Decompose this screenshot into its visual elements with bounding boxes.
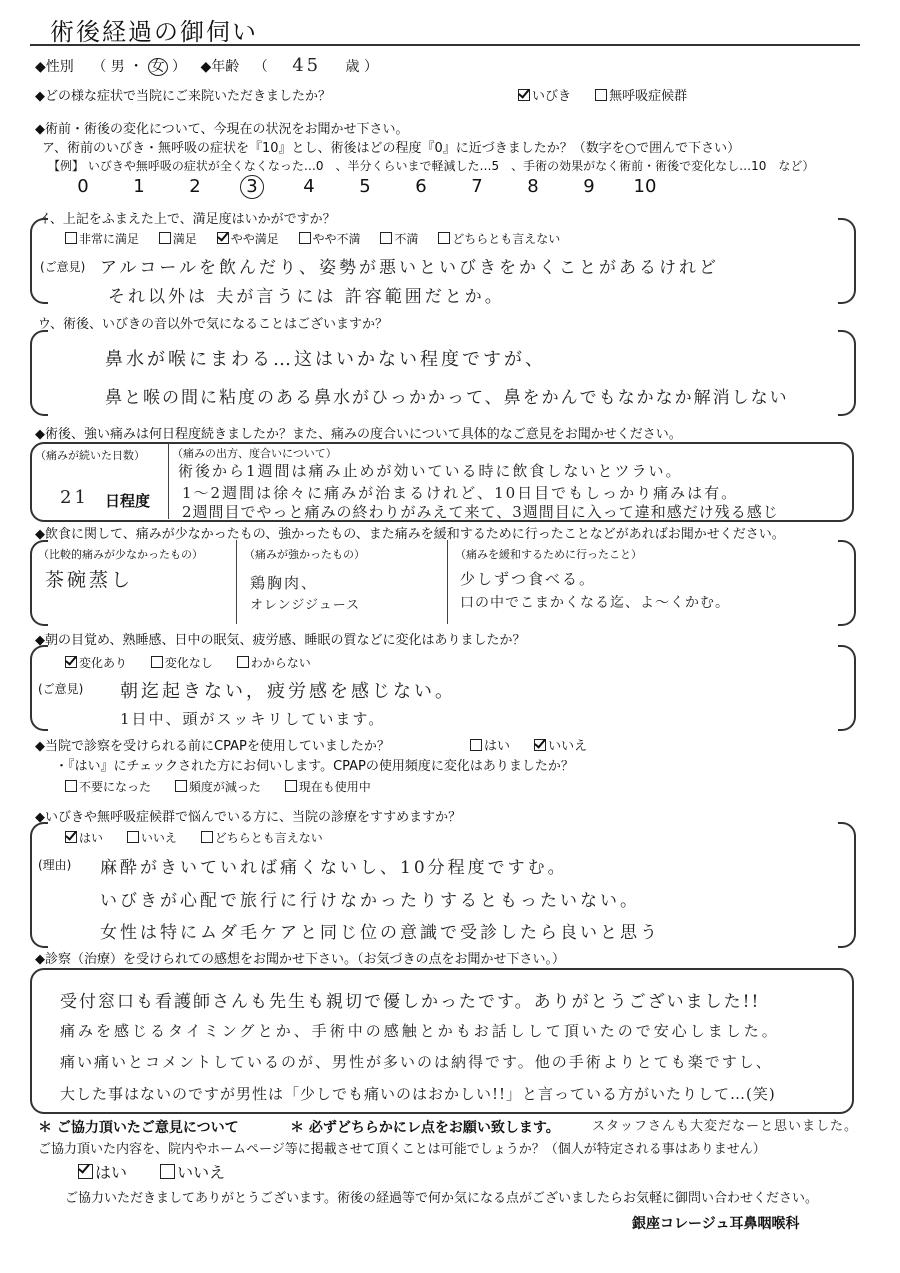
sleep-opt-1-checkbox[interactable] bbox=[65, 656, 77, 668]
age-label: ◆年齢 bbox=[200, 59, 240, 75]
pain-comment-3: 2週間目でやっと痛みの終わりがみえて来て、3週間目に入って違和感だけ残る感じ bbox=[182, 503, 779, 521]
change-title: ◆術前・術後の変化について、今現在の状況をお聞かせ下さい。 bbox=[35, 122, 409, 137]
satisfaction-options bbox=[65, 230, 560, 247]
clinic-name: 銀座コレージュ耳鼻咽喉科 bbox=[632, 1216, 800, 1232]
recommend-comment-2: いびきが心配で旅行に行けなかったりするともったいない。 bbox=[100, 891, 640, 911]
other-bracket-right bbox=[838, 330, 856, 416]
satisfaction-question: イ、上記をふまえた上で、満足度はいかがですか？ bbox=[38, 212, 336, 227]
other-comment-1: 鼻水が喉にまわる…这はいかない程度ですが、 bbox=[105, 349, 546, 370]
food-col2-value-2: オレンジジュース bbox=[250, 598, 361, 613]
sat-opt-4-label: やや不満 bbox=[312, 232, 361, 246]
other-question: ウ、術後、いびきの音以外で気になることはございますか？ bbox=[38, 317, 388, 332]
recommend-bracket-left bbox=[30, 822, 48, 948]
pain-comment-1: 術後から1週間は痛み止めが効いている時に飲食しないとツラい。 bbox=[178, 462, 683, 480]
sleep-opt-2-label: 変化なし bbox=[164, 656, 213, 670]
sat-opt-5-label: 不満 bbox=[394, 232, 419, 246]
pain-divider bbox=[168, 443, 169, 519]
snoring-checkbox[interactable] bbox=[518, 89, 530, 101]
sat-opt-2-label: 満足 bbox=[172, 232, 197, 246]
impression-comment-4: 大した事はないのですが男性は「少しでも痛いのはおかしい!!」と言っている方がいたりして…(笑) bbox=[60, 1085, 776, 1103]
recommend-options bbox=[65, 829, 323, 846]
sleep-opt-2-checkbox[interactable] bbox=[151, 656, 163, 668]
gender-open: （ bbox=[92, 59, 107, 75]
age-value[interactable]: 45 bbox=[292, 55, 322, 76]
cpap-no-checkbox[interactable] bbox=[534, 739, 546, 751]
food-col2-label: （痛みが強かったもの） bbox=[244, 548, 365, 561]
cpap-sub-2-checkbox[interactable] bbox=[175, 780, 187, 792]
other-bracket-left bbox=[30, 330, 48, 416]
recommend-neutral-checkbox[interactable] bbox=[201, 831, 213, 843]
sat-opt-1-label: 非常に満足 bbox=[79, 232, 140, 246]
impression-question: ◆診察（治療）を受けられての感想をお聞かせ下さい。（お気づきの点をお聞かせ下さい。） bbox=[35, 952, 565, 967]
pain-days-value[interactable]: 21 bbox=[60, 487, 89, 508]
improvement-scale bbox=[55, 175, 673, 199]
gender-dot: ・ bbox=[129, 59, 144, 75]
consent-no-checkbox[interactable] bbox=[160, 1164, 175, 1179]
scale-10[interactable]: 10 bbox=[633, 176, 657, 197]
food-col1-label: （比較的痛みが少なかったもの） bbox=[38, 548, 203, 561]
sat-opt-3-checkbox[interactable] bbox=[217, 232, 229, 244]
change-example: 【例】 いびきや無呼吸の症状が全くなくなった…0 、半分くらいまで軽減した…5 、手術の効果がなく術前・術後で変化なし…10 など） bbox=[48, 159, 815, 173]
thanks-message: ご協力いただきましてありがとうございます。術後の経過等で何か気になる点がございましたらお気軽に御問い合わせください。 bbox=[65, 1191, 818, 1206]
gender-row bbox=[35, 55, 378, 76]
food-divider-1 bbox=[236, 540, 237, 624]
sat-opt-3-label: やや満足 bbox=[230, 232, 279, 246]
cpap-sub-options bbox=[65, 778, 371, 795]
food-col3-label: （痛みを緩和するために行ったこと） bbox=[455, 548, 642, 561]
scale-7[interactable]: 7 bbox=[471, 176, 483, 197]
other-comment-2: 鼻と喉の間に粘度のある鼻水がひっかかって、鼻をかんでもなかなか解消しない bbox=[105, 388, 789, 408]
recommend-no-label: いいえ bbox=[140, 831, 177, 845]
impression-comment-2: 痛みを感じるタイミングとか、手術中の感触とかもお話しして頂いたので安心しました。 bbox=[60, 1022, 780, 1040]
satisfaction-bracket-right bbox=[838, 218, 856, 304]
age-close: ） bbox=[364, 59, 378, 75]
satisfaction-comment-1: アルコールを飲んだり、姿勢が悪いといびきをかくことがあるけれど bbox=[100, 258, 719, 278]
pain-question: ◆術後、強い痛みは何日程度続きましたか？また、痛みの度合いについて具体的なご意見をお聞かせください。 bbox=[35, 427, 682, 442]
sat-opt-2-checkbox[interactable] bbox=[159, 232, 171, 244]
change-question-a: ア、術前のいびき・無呼吸の症状を『10』とし、術後はどの程度『0』に近づきましたか？（数字を○で囲んで下さい） bbox=[42, 141, 741, 156]
cpap-yes-checkbox[interactable] bbox=[470, 739, 482, 751]
cpap-yes-label: はい bbox=[484, 739, 511, 754]
gender-label: ◆性別 bbox=[35, 59, 74, 75]
consent-options bbox=[78, 1160, 225, 1183]
age-open: （ bbox=[253, 59, 268, 75]
footer-note-1: ＊ ご協力頂いたご意見について bbox=[38, 1120, 239, 1136]
pain-days-label: （痛みが続いた日数） bbox=[35, 449, 145, 462]
consent-yes-checkbox[interactable] bbox=[78, 1164, 93, 1179]
staff-comment: スタッフさんも大変だなーと思いました。 bbox=[592, 1119, 859, 1134]
scale-8[interactable]: 8 bbox=[527, 176, 539, 197]
scale-9[interactable]: 9 bbox=[583, 176, 595, 197]
impression-comment-3: 痛い痛いとコメントしているのが、男性が多いのは納得です。他の手術よりとても楽ですし、 bbox=[60, 1053, 773, 1071]
food-divider-2 bbox=[447, 540, 448, 624]
food-bracket-right bbox=[838, 540, 856, 626]
cpap-no-label: いいえ bbox=[548, 739, 588, 754]
scale-4[interactable]: 4 bbox=[303, 176, 315, 197]
sat-opt-5-checkbox[interactable] bbox=[380, 232, 392, 244]
consent-yes-label: はい bbox=[95, 1163, 128, 1182]
sat-opt-4-checkbox[interactable] bbox=[299, 232, 311, 244]
sleep-opt-3-checkbox[interactable] bbox=[237, 656, 249, 668]
consent-no-label: いいえ bbox=[177, 1163, 226, 1182]
symptom-question: ◆どの様な症状で当院にご来院いただきましたか？ bbox=[35, 89, 331, 104]
sleep-opt-3-label: わからない bbox=[250, 656, 311, 670]
sleep-comment-1: 朝迄起きない，疲労感を感じない。 bbox=[120, 681, 456, 702]
recommend-neutral-label: どちらとも言えない bbox=[214, 831, 323, 845]
food-col3-value-1: 少しずつ食べる。 bbox=[460, 570, 597, 588]
recommend-question: ◆いびきや無呼吸症候群で悩んでいる方に、当院の診療をすすめますか？ bbox=[35, 810, 462, 825]
recommend-yes-checkbox[interactable] bbox=[65, 831, 77, 843]
sleep-options bbox=[65, 654, 311, 671]
cpap-options bbox=[470, 735, 587, 754]
recommend-comment-1: 麻酔がきいていれば痛くないし、10分程度ですむ。 bbox=[100, 858, 568, 878]
impression-comment-1: 受付窓口も看護師さんも先生も親切で優しかったです。ありがとうございました!! bbox=[60, 992, 761, 1012]
gender-close: ） bbox=[172, 59, 187, 75]
title-underline bbox=[30, 44, 860, 46]
scale-0[interactable]: 0 bbox=[77, 176, 89, 197]
food-col1-value: 茶碗蒸し bbox=[45, 569, 134, 591]
pain-degree-label: （痛みの出方、度合いについて） bbox=[172, 447, 337, 460]
apnea-label: 無呼吸症候群 bbox=[609, 89, 688, 104]
sleep-opt-1-label: 変化あり bbox=[79, 656, 128, 670]
recommend-yes-label: はい bbox=[79, 831, 104, 845]
sleep-bracket-right bbox=[838, 645, 856, 731]
page-title: 術後経過の御伺い bbox=[50, 18, 258, 46]
gender-male[interactable]: 男 bbox=[110, 59, 125, 75]
recommend-no-checkbox[interactable] bbox=[127, 831, 139, 843]
scale-6[interactable]: 6 bbox=[415, 176, 427, 197]
sleep-comment-2: 1日中、頭がスッキリしています。 bbox=[120, 710, 386, 728]
recommend-comment-3: 女性は特にムダ毛ケアと同じ位の意識で受診したら良いと思う bbox=[100, 923, 660, 943]
consent-question: ご協力頂いた内容を、院内やホームページ等に掲載させて頂くことは可能でしょうか？（個人が特定される事はありません） bbox=[38, 1142, 766, 1157]
scale-5[interactable]: 5 bbox=[359, 176, 371, 197]
footer-note-2: ＊ 必ずどちらかにレ点をお願い致します。 bbox=[290, 1120, 560, 1136]
scale-2[interactable]: 2 bbox=[189, 176, 201, 197]
cpap-sub-2-label: 頻度が減った bbox=[188, 780, 261, 794]
cpap-sub-3-checkbox[interactable] bbox=[285, 780, 297, 792]
food-question: ◆飲食に関して、痛みが少なかったもの、強かったもの、また痛みを緩和するために行ったことなどがあればお聞かせください。 bbox=[35, 527, 785, 542]
pain-days-unit: 日程度 bbox=[105, 492, 151, 510]
sat-opt-6-checkbox[interactable] bbox=[438, 232, 450, 244]
apnea-checkbox[interactable] bbox=[595, 89, 607, 101]
snoring-label: いびき bbox=[532, 89, 572, 104]
sat-opt-6-label: どちらとも言えない bbox=[452, 232, 561, 246]
cpap-sub-1-label: 不要になった bbox=[79, 780, 152, 794]
cpap-sub-3-label: 現在も使用中 bbox=[298, 780, 371, 794]
cpap-sub-question: ・『はい』にチェックされた方にお伺いします。CPAPの使用頻度に変化はありましたか？ bbox=[55, 759, 574, 774]
recommend-bracket-right bbox=[838, 822, 856, 948]
recommend-reason-label: (理由) bbox=[38, 858, 72, 872]
satisfaction-opinion-label: (ご意見) bbox=[40, 260, 86, 274]
cpap-question: ◆当院で診察を受けられる前にCPAPを使用していましたか？ bbox=[35, 739, 390, 754]
age-unit: 歳 bbox=[345, 59, 360, 75]
pain-comment-2: 1〜2週間は徐々に痛みが治まるけれど、10日目でもしっかり痛みは有。 bbox=[182, 484, 739, 502]
scale-1[interactable]: 1 bbox=[133, 176, 145, 197]
sleep-question: ◆朝の目覚め、熟睡感、日中の眠気、疲労感、睡眠の質などに変化はありましたか？ bbox=[35, 633, 526, 648]
food-col3-value-2: 口の中でこまかくなる迄、よ〜くかむ。 bbox=[460, 595, 730, 611]
sleep-opinion-label: (ご意見) bbox=[38, 682, 84, 696]
sat-opt-1-checkbox[interactable] bbox=[65, 232, 77, 244]
satisfaction-comment-2: それ以外は 夫が言うには 許容範囲だとか。 bbox=[108, 287, 505, 307]
scale-3-selected[interactable]: 3 bbox=[240, 175, 264, 199]
symptom-options bbox=[518, 85, 687, 104]
food-col2-value-1: 鶏胸肉、 bbox=[250, 574, 319, 592]
cpap-sub-1-checkbox[interactable] bbox=[65, 780, 77, 792]
gender-female[interactable]: 女 bbox=[148, 58, 168, 76]
